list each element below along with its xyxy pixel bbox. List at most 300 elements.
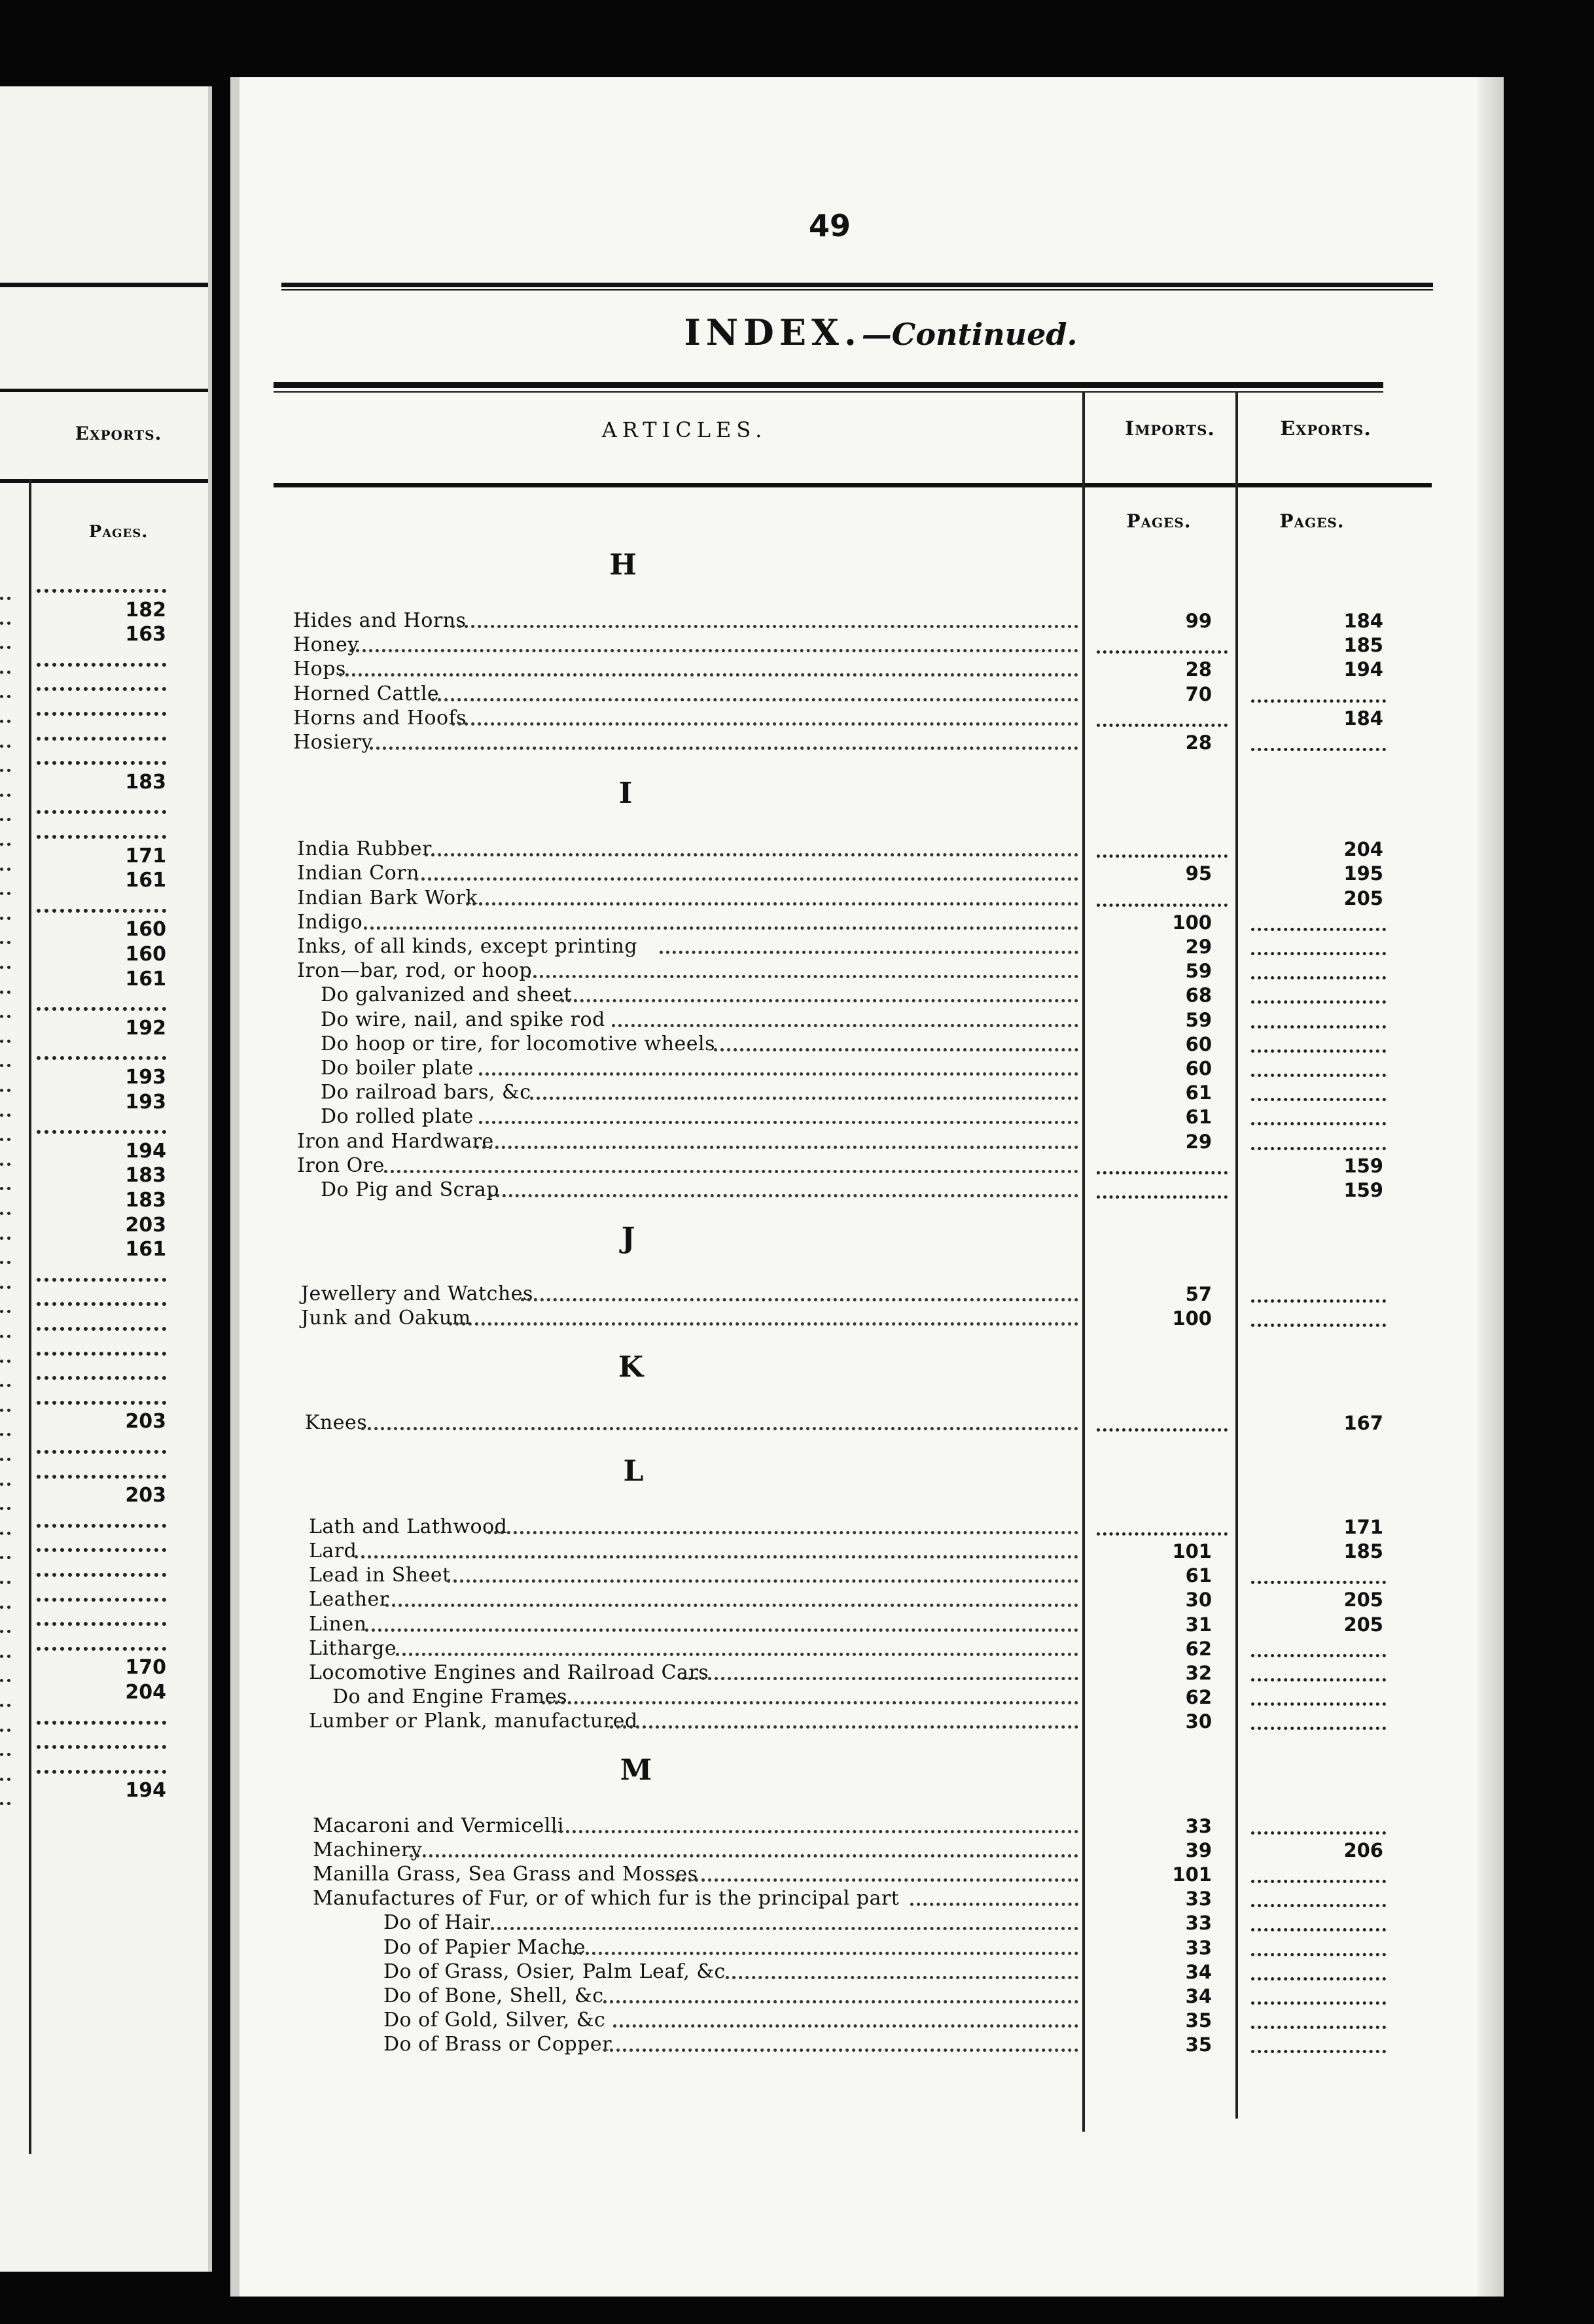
index-entry	[239, 837, 1470, 862]
entry-label: Lumber or Plank, manufactured	[309, 1710, 638, 1733]
left-page-dots	[37, 1770, 166, 1774]
left-page-value: 161	[125, 1238, 166, 1261]
index-entry	[239, 1080, 1470, 1105]
index-entry	[239, 1008, 1470, 1032]
left-page-row	[37, 644, 166, 671]
entry-exports-dots	[1251, 976, 1386, 979]
entry-leader-dots	[542, 1701, 1078, 1704]
entry-label: Do wire, nail, and spike rod	[321, 1008, 605, 1031]
entry-leader-dots	[726, 1976, 1078, 1979]
entry-exports-page: 185	[1343, 1540, 1383, 1562]
entry-exports-page: 195	[1343, 862, 1383, 885]
entry-label: Do galvanized and sheet	[321, 983, 573, 1007]
left-page-value: 183	[125, 1189, 166, 1212]
index-title	[586, 311, 1175, 353]
entry-exports-page: 167	[1343, 1411, 1383, 1434]
entry-imports-page: 35	[1185, 2034, 1212, 2056]
left-page-row	[37, 1063, 166, 1089]
left-page-dots	[37, 1278, 166, 1282]
entry-imports-dots	[1097, 1428, 1228, 1432]
left-page-row	[37, 1186, 166, 1212]
entry-label: Iron—bar, rod, or hoop	[297, 959, 533, 983]
entry-label: Iron and Hardware	[297, 1129, 494, 1153]
entry-exports-dots	[1251, 1147, 1386, 1150]
entry-leader-dots	[365, 1629, 1078, 1632]
entry-label: India Rubber	[297, 837, 432, 861]
left-page-row	[37, 767, 166, 794]
left-page-row	[37, 989, 166, 1015]
entry-label: Jewellery and Watches	[301, 1282, 533, 1306]
index-entry	[239, 1153, 1470, 1178]
left-page-value: 204	[125, 1681, 166, 1704]
entry-leader-dots	[349, 649, 1078, 652]
entry-label: Lath and Lathwood	[309, 1515, 508, 1538]
left-page-value: 203	[125, 1484, 166, 1507]
left-page-value: 183	[125, 770, 166, 794]
left-page-value: 203	[125, 1410, 166, 1434]
entry-leader-dots	[491, 1927, 1078, 1930]
index-entry	[239, 1104, 1470, 1129]
entry-label: Do of Gold, Silver, &c	[383, 2009, 606, 2032]
entry-exports-dots	[1251, 2026, 1386, 2029]
entry-imports-page: 57	[1185, 1283, 1212, 1306]
entry-label: Do of Grass, Osier, Palm Leaf, &c	[383, 1960, 726, 1983]
entry-label: Do and Engine Frames	[332, 1685, 567, 1709]
left-page-dots	[37, 1573, 166, 1577]
entry-leader-dots	[910, 1903, 1078, 1906]
entry-label: Litharge	[309, 1636, 397, 1660]
left-page-value: 161	[125, 869, 166, 892]
left-page-row	[37, 890, 166, 917]
left-page-dots	[37, 712, 166, 716]
left-page-row	[37, 1530, 166, 1556]
index-entry	[239, 934, 1470, 959]
index-entry	[239, 608, 1470, 633]
entry-imports-dots	[1097, 724, 1228, 727]
entry-leader-dots	[466, 902, 1078, 906]
entry-label: Do of Papier Mache	[383, 1935, 586, 1959]
left-page-dots	[37, 1352, 166, 1356]
index-entry	[239, 706, 1470, 731]
left-page-value: 194	[125, 1139, 166, 1163]
entry-exports-dots	[1251, 1953, 1386, 1956]
index-entry	[239, 1838, 1470, 1863]
entry-exports-page: 194	[1343, 658, 1383, 681]
entry-exports-dots	[1251, 748, 1386, 751]
index-entry	[239, 910, 1470, 935]
entry-label: Do of Hair	[383, 1911, 491, 1935]
entry-imports-page: 95	[1185, 862, 1212, 885]
entry-leader-dots	[714, 1048, 1078, 1051]
left-page-row	[37, 1013, 166, 1040]
left-page-row	[37, 1112, 166, 1138]
index-entry	[239, 1984, 1470, 2009]
left-page-value: 160	[125, 943, 166, 966]
index-entry	[239, 886, 1470, 911]
index-entry	[239, 1129, 1470, 1154]
entry-imports-dots	[1097, 1171, 1228, 1174]
index-entry	[239, 1178, 1470, 1203]
entry-leader-dots	[431, 698, 1078, 701]
left-page-row	[37, 841, 166, 868]
entry-exports-dots	[1251, 1074, 1386, 1077]
entry-label: Horned Cattle	[293, 682, 440, 705]
index-entry	[239, 2032, 1470, 2057]
index-entry	[239, 1282, 1470, 1307]
title-main: INDEX.	[684, 311, 862, 353]
entry-imports-page: 33	[1185, 1814, 1212, 1837]
left-page-row	[37, 1456, 166, 1483]
entry-label: Indian Bark Work	[297, 886, 478, 909]
left-page-dots	[37, 1450, 166, 1454]
entry-exports-dots	[1251, 1880, 1386, 1883]
entry-leader-dots	[521, 1298, 1078, 1301]
entry-label: Do rolled plate	[321, 1105, 474, 1129]
left-page-value: 170	[125, 1656, 166, 1680]
left-page-row	[37, 1136, 166, 1163]
left-page-row	[37, 1776, 166, 1802]
left-page-row	[37, 1358, 166, 1384]
entry-label: Hops	[293, 658, 346, 681]
entry-leader-dots	[355, 1555, 1078, 1558]
entry-exports-page: 206	[1343, 1839, 1383, 1861]
entry-exports-dots	[1251, 1299, 1386, 1303]
left-page-dots	[37, 909, 166, 913]
left-page-row	[37, 1629, 166, 1655]
left-page-dots	[37, 1548, 166, 1552]
left-page-dots	[37, 1302, 166, 1306]
left-page-value: 161	[125, 967, 166, 991]
entry-exports-page: 184	[1343, 707, 1383, 730]
left-page-row	[37, 694, 166, 720]
entry-leader-dots	[449, 1322, 1078, 1326]
entry-leader-dots	[364, 926, 1078, 930]
index-entry	[239, 1032, 1470, 1057]
entry-leader-dots	[682, 1677, 1078, 1680]
entry-label: Do railroad bars, &c	[321, 1081, 531, 1104]
left-page-row	[37, 1309, 166, 1335]
entry-exports-dots	[1251, 1098, 1386, 1101]
left-page-row	[37, 1382, 166, 1409]
entry-exports-dots	[1251, 1831, 1386, 1835]
entry-leader-dots	[487, 1531, 1078, 1534]
left-page-dots	[37, 1622, 166, 1626]
index-entry	[239, 1661, 1470, 1685]
entry-exports-dots	[1251, 952, 1386, 955]
entry-label: Lard	[309, 1540, 357, 1562]
entry-leader-dots	[339, 673, 1078, 677]
entry-exports-dots	[1251, 2050, 1386, 2053]
entry-label: Iron Ore	[297, 1153, 385, 1177]
entry-leader-dots	[396, 1653, 1078, 1656]
entry-label: Hosiery	[293, 731, 373, 754]
index-entry	[239, 1612, 1470, 1637]
entry-imports-dots	[1097, 1532, 1228, 1536]
entry-imports-page: 33	[1185, 1912, 1212, 1935]
imports-header: Imports.	[1125, 417, 1215, 440]
entry-imports-page: 68	[1185, 984, 1212, 1007]
entry-leader-dots	[603, 2049, 1078, 2052]
entry-leader-dots	[610, 1725, 1078, 1729]
left-page-value: 203	[125, 1213, 166, 1237]
entry-imports-dots	[1097, 1195, 1228, 1199]
entry-exports-page: 159	[1343, 1179, 1383, 1201]
entry-label: Do boiler plate	[321, 1057, 474, 1080]
index-entry	[239, 1306, 1470, 1331]
left-page-value: 163	[125, 623, 166, 646]
left-page-dots	[37, 737, 166, 741]
left-pages-header: Pages.	[88, 522, 149, 542]
entry-exports-dots	[1251, 2001, 1386, 2005]
index-entry	[239, 1709, 1470, 1734]
entry-imports-page: 30	[1185, 1710, 1212, 1733]
entry-imports-page: 32	[1185, 1662, 1212, 1684]
left-page-value: 183	[125, 1164, 166, 1188]
left-page-row	[37, 620, 166, 646]
left-page-dots	[37, 1647, 166, 1651]
entry-label: Manilla Grass, Sea Grass and Mosses	[313, 1863, 698, 1886]
left-page-dots	[37, 1376, 166, 1380]
entry-imports-page: 35	[1185, 2009, 1212, 2032]
left-page-row	[37, 1087, 166, 1114]
left-page-row	[37, 940, 166, 966]
left-page-row	[37, 1161, 166, 1187]
entry-exports-dots	[1251, 1977, 1386, 1981]
index-page	[230, 77, 1504, 2297]
left-page-row	[37, 1432, 166, 1458]
entry-imports-page: 33	[1185, 1936, 1212, 1959]
index-entry	[239, 657, 1470, 682]
left-page-value: 182	[125, 598, 166, 622]
entry-label: Inks, of all kinds, except printing	[297, 935, 638, 958]
index-entry	[239, 1935, 1470, 1960]
left-page-dots	[37, 1401, 166, 1405]
entry-leader-dots	[361, 1427, 1078, 1430]
top-rule-thin	[281, 289, 1433, 290]
entry-label: Do of Brass or Copper	[383, 2033, 612, 2056]
section-letter-m: M	[620, 1753, 652, 1787]
entry-exports-page: 185	[1343, 634, 1383, 657]
entry-imports-dots	[1097, 650, 1228, 654]
entry-imports-page: 31	[1185, 1613, 1212, 1636]
entry-imports-page: 70	[1185, 682, 1212, 705]
left-page-row	[37, 1259, 166, 1286]
index-entry	[239, 1862, 1470, 1887]
left-page-value: 171	[125, 844, 166, 868]
entry-label: Do Pig and Scrap	[321, 1178, 499, 1201]
left-page-row	[37, 718, 166, 745]
entry-leader-dots	[573, 1952, 1078, 1955]
left-page-dots	[37, 835, 166, 839]
entry-exports-dots	[1251, 1581, 1386, 1584]
entry-label: Locomotive Engines and Railroad Cars	[309, 1661, 709, 1684]
left-page-row	[37, 866, 166, 892]
entry-exports-dots	[1251, 1000, 1386, 1004]
entry-label: Indian Corn	[297, 862, 419, 885]
left-exports-header: Exports.	[75, 423, 162, 444]
left-page-row	[37, 1210, 166, 1237]
entry-leader-dots	[476, 1146, 1078, 1149]
left-page-row	[37, 1407, 166, 1433]
entry-exports-dots	[1251, 1702, 1386, 1706]
index-entry	[239, 1563, 1470, 1588]
entry-label: Junk and Oakum	[301, 1307, 471, 1330]
title-continued: —Continued.	[861, 317, 1078, 352]
entry-label: Indigo	[297, 910, 363, 934]
left-page-dots	[37, 1327, 166, 1331]
entry-leader-dots	[479, 1072, 1078, 1076]
entry-imports-page: 61	[1185, 1106, 1212, 1129]
header-bottom-rule	[274, 483, 1432, 487]
entry-imports-page: 62	[1185, 1637, 1212, 1660]
imports-pages-header: Pages.	[1126, 510, 1192, 532]
left-page-row	[37, 1702, 166, 1729]
entry-label: Machinery	[313, 1838, 423, 1861]
entry-leader-dots	[385, 1604, 1078, 1607]
left-page-row	[37, 1555, 166, 1581]
entry-label: Honey	[293, 633, 359, 657]
entry-imports-dots	[1097, 854, 1228, 858]
entry-leader-dots	[384, 1170, 1078, 1173]
entry-imports-page: 34	[1185, 1985, 1212, 2007]
left-page-value: 192	[125, 1016, 166, 1040]
entry-imports-page: 100	[1172, 911, 1212, 934]
entry-exports-dots	[1251, 1904, 1386, 1907]
section-letter-i: I	[618, 777, 633, 811]
entry-imports-page: 100	[1172, 1307, 1212, 1330]
entry-label: Leather	[309, 1588, 389, 1611]
entry-imports-page: 28	[1185, 658, 1212, 681]
entry-imports-page: 60	[1185, 1032, 1212, 1055]
entry-imports-page: 29	[1185, 936, 1212, 958]
entry-label: Manufactures of Fur, or of which fur is the principal part	[313, 1887, 900, 1910]
entry-label: Knees	[305, 1411, 368, 1434]
entry-imports-page: 30	[1185, 1589, 1212, 1611]
entry-imports-page: 101	[1172, 1540, 1212, 1562]
left-page-dots	[37, 1007, 166, 1011]
left-page-row	[37, 915, 166, 941]
left-page-value: 193	[125, 1090, 166, 1114]
entry-imports-page: 59	[1185, 960, 1212, 983]
entry-leader-dots	[675, 1878, 1078, 1882]
left-page-row	[37, 743, 166, 769]
index-entry	[239, 2008, 1470, 2033]
entry-imports-page: 34	[1185, 1960, 1212, 1983]
index-entry	[239, 1685, 1470, 1710]
entry-leader-dots	[452, 722, 1078, 726]
entry-exports-dots	[1251, 1727, 1386, 1730]
entry-label: Hides and Horns	[293, 609, 467, 632]
entry-imports-page: 99	[1185, 610, 1212, 632]
top-rule	[281, 283, 1433, 287]
left-page-dots	[37, 810, 166, 814]
page-number: 49	[809, 208, 851, 243]
left-top-rule	[0, 283, 208, 287]
index-entry	[239, 959, 1470, 983]
entry-exports-page: 205	[1343, 887, 1383, 909]
left-page-row	[37, 1333, 166, 1360]
entry-leader-dots	[425, 853, 1078, 856]
entry-leader-dots	[447, 1579, 1078, 1583]
left-page-row	[37, 1727, 166, 1753]
entry-exports-dots	[1251, 1324, 1386, 1327]
entry-exports-dots	[1251, 1678, 1386, 1681]
left-page-row	[37, 964, 166, 991]
left-page-dots	[37, 1056, 166, 1060]
index-entry	[239, 1910, 1470, 1935]
exports-pages-header: Pages.	[1279, 510, 1345, 532]
left-page-row	[37, 1752, 166, 1778]
left-page-row	[37, 1505, 166, 1532]
header-top-rule-thin	[274, 391, 1383, 393]
index-entry	[239, 1515, 1470, 1540]
left-page-row	[37, 1604, 166, 1630]
header-top-rule	[274, 382, 1383, 388]
entry-imports-page: 28	[1185, 731, 1212, 754]
entry-leader-dots	[452, 625, 1078, 628]
left-page-dots	[37, 1475, 166, 1479]
exports-header: Exports.	[1280, 417, 1372, 440]
index-entry	[239, 1411, 1470, 1435]
left-page-row	[37, 1038, 166, 1064]
left-page-dots	[37, 663, 166, 667]
left-page-dots	[37, 1721, 166, 1725]
left-page-row	[37, 817, 166, 843]
entry-imports-page: 61	[1185, 1564, 1212, 1587]
left-page-row	[37, 1235, 166, 1261]
index-entry	[239, 633, 1470, 658]
entry-leader-dots	[489, 1194, 1078, 1197]
index-entry	[239, 983, 1470, 1008]
entry-exports-dots	[1251, 1049, 1386, 1053]
entry-leader-dots	[410, 1854, 1078, 1857]
entry-leader-dots	[660, 951, 1078, 954]
entry-imports-page: 39	[1185, 1839, 1212, 1861]
left-header-rule	[0, 389, 208, 392]
entry-exports-page: 171	[1343, 1515, 1383, 1538]
page-edge-shadow	[1478, 77, 1504, 2297]
left-page-value: 160	[125, 918, 166, 942]
index-entry	[239, 1960, 1470, 1984]
index-entry	[239, 1056, 1470, 1081]
left-page-dots	[37, 1745, 166, 1749]
entry-exports-page: 184	[1343, 610, 1383, 632]
entry-leader-dots	[415, 877, 1078, 881]
left-page-dots	[37, 1130, 166, 1134]
index-entry	[239, 1814, 1470, 1839]
left-page-dots	[37, 1524, 166, 1528]
entry-exports-page: 204	[1343, 838, 1383, 861]
entry-label: Macaroni and Vermicelli	[313, 1814, 564, 1837]
section-letter-h: H	[609, 548, 637, 582]
entry-exports-dots	[1251, 928, 1386, 931]
left-page-row	[37, 1579, 166, 1606]
entry-imports-page: 59	[1185, 1008, 1212, 1031]
section-letter-j: J	[621, 1222, 635, 1256]
left-page-leader	[0, 1776, 10, 1805]
left-page-dots	[37, 1598, 166, 1602]
left-page-row	[37, 1284, 166, 1310]
entry-label: Lead in Sheet	[309, 1564, 451, 1587]
left-page-row	[37, 1678, 166, 1704]
entry-exports-dots	[1251, 1122, 1386, 1125]
index-entry	[239, 730, 1470, 755]
entry-exports-dots	[1251, 1928, 1386, 1931]
entry-imports-dots	[1097, 904, 1228, 907]
left-page-dots	[37, 589, 166, 593]
entry-leader-dots	[603, 2000, 1078, 2003]
entry-imports-page: 33	[1185, 1888, 1212, 1910]
